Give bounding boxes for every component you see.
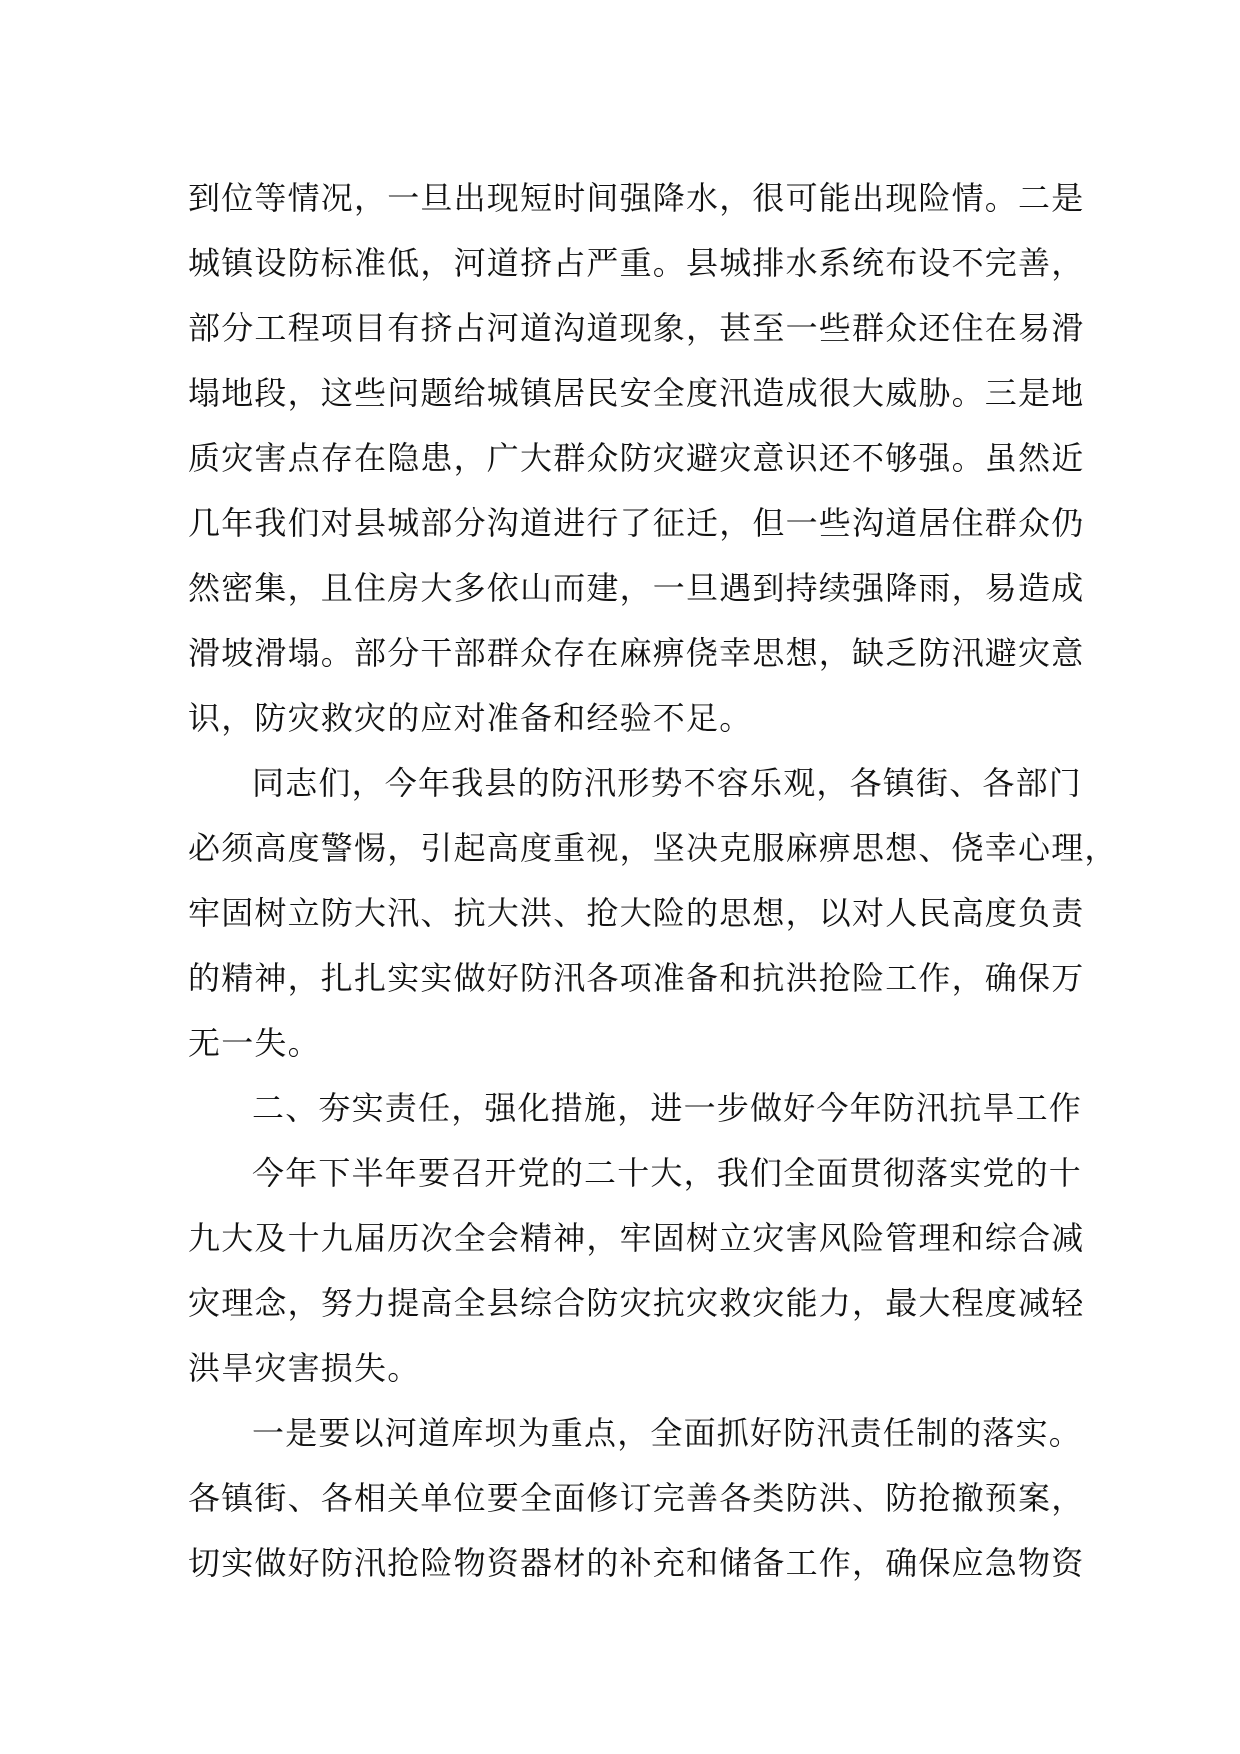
text-line-2: 城镇设防标准低，河道挤占严重。县城排水系统布设不完善， [188, 244, 1085, 282]
text-line-3: 部分工程项目有挤占河道沟道现象，甚至一些群众还住在易滑 [188, 309, 1085, 347]
text-line-4: 塌地段，这些问题给城镇居民安全度汛造成很大威胁。三是地 [188, 374, 1085, 412]
paragraph-start-line: 今年下半年要召开党的二十大，我们全面贯彻落实党的十 [252, 1154, 1083, 1192]
text-line-14: 无一失。 [188, 1024, 321, 1062]
paragraph-start-line: 一是要以河道库坝为重点，全面抓好防汛责任制的落实。 [252, 1414, 1083, 1452]
text-line-6: 几年我们对县城部分沟道进行了征迁，但一些沟道居住群众仍 [188, 504, 1085, 542]
text-line-22: 切实做好防汛抢险物资器材的补充和储备工作，确保应急物资 [188, 1544, 1085, 1582]
paragraph-start-line: 同志们，今年我县的防汛形势不容乐观，各镇街、各部门 [252, 764, 1083, 802]
text-line-5: 质灾害点存在隐患，广大群众防灾避灾意识还不够强。虽然近 [188, 439, 1085, 477]
section-heading: 二、夯实责任，强化措施，进一步做好今年防汛抗旱工作 [252, 1089, 1083, 1127]
body-text [188, 166, 1118, 1596]
text-line-8: 滑坡滑塌。部分干部群众存在麻痹侥幸思想，缺乏防汛避灾意 [188, 634, 1085, 672]
text-line-17: 九大及十九届历次全会精神，牢固树立灾害风险管理和综合减 [188, 1219, 1085, 1257]
text-line-11: 必须高度警惕，引起高度重视，坚决克服麻痹思想、侥幸心理， [188, 829, 1118, 867]
text-line-19: 洪旱灾害损失。 [188, 1349, 421, 1387]
text-line-9: 识，防灾救灾的应对准备和经验不足。 [188, 699, 753, 737]
text-line-12: 牢固树立防大汛、抗大洪、抢大险的思想，以对人民高度负责 [188, 894, 1085, 932]
text-line-7: 然密集，且住房大多依山而建，一旦遇到持续强降雨，易造成 [188, 569, 1085, 607]
text-line-1: 到位等情况，一旦出现短时间强降水，很可能出现险情。二是 [188, 179, 1085, 217]
text-line-13: 的精神，扎扎实实做好防汛各项准备和抗洪抢险工作，确保万 [188, 959, 1085, 997]
text-line-18: 灾理念，努力提高全县综合防灾抗灾救灾能力，最大程度减轻 [188, 1284, 1085, 1322]
text-line-21: 各镇街、各相关单位要全面修订完善各类防洪、防抢撤预案， [188, 1479, 1085, 1517]
